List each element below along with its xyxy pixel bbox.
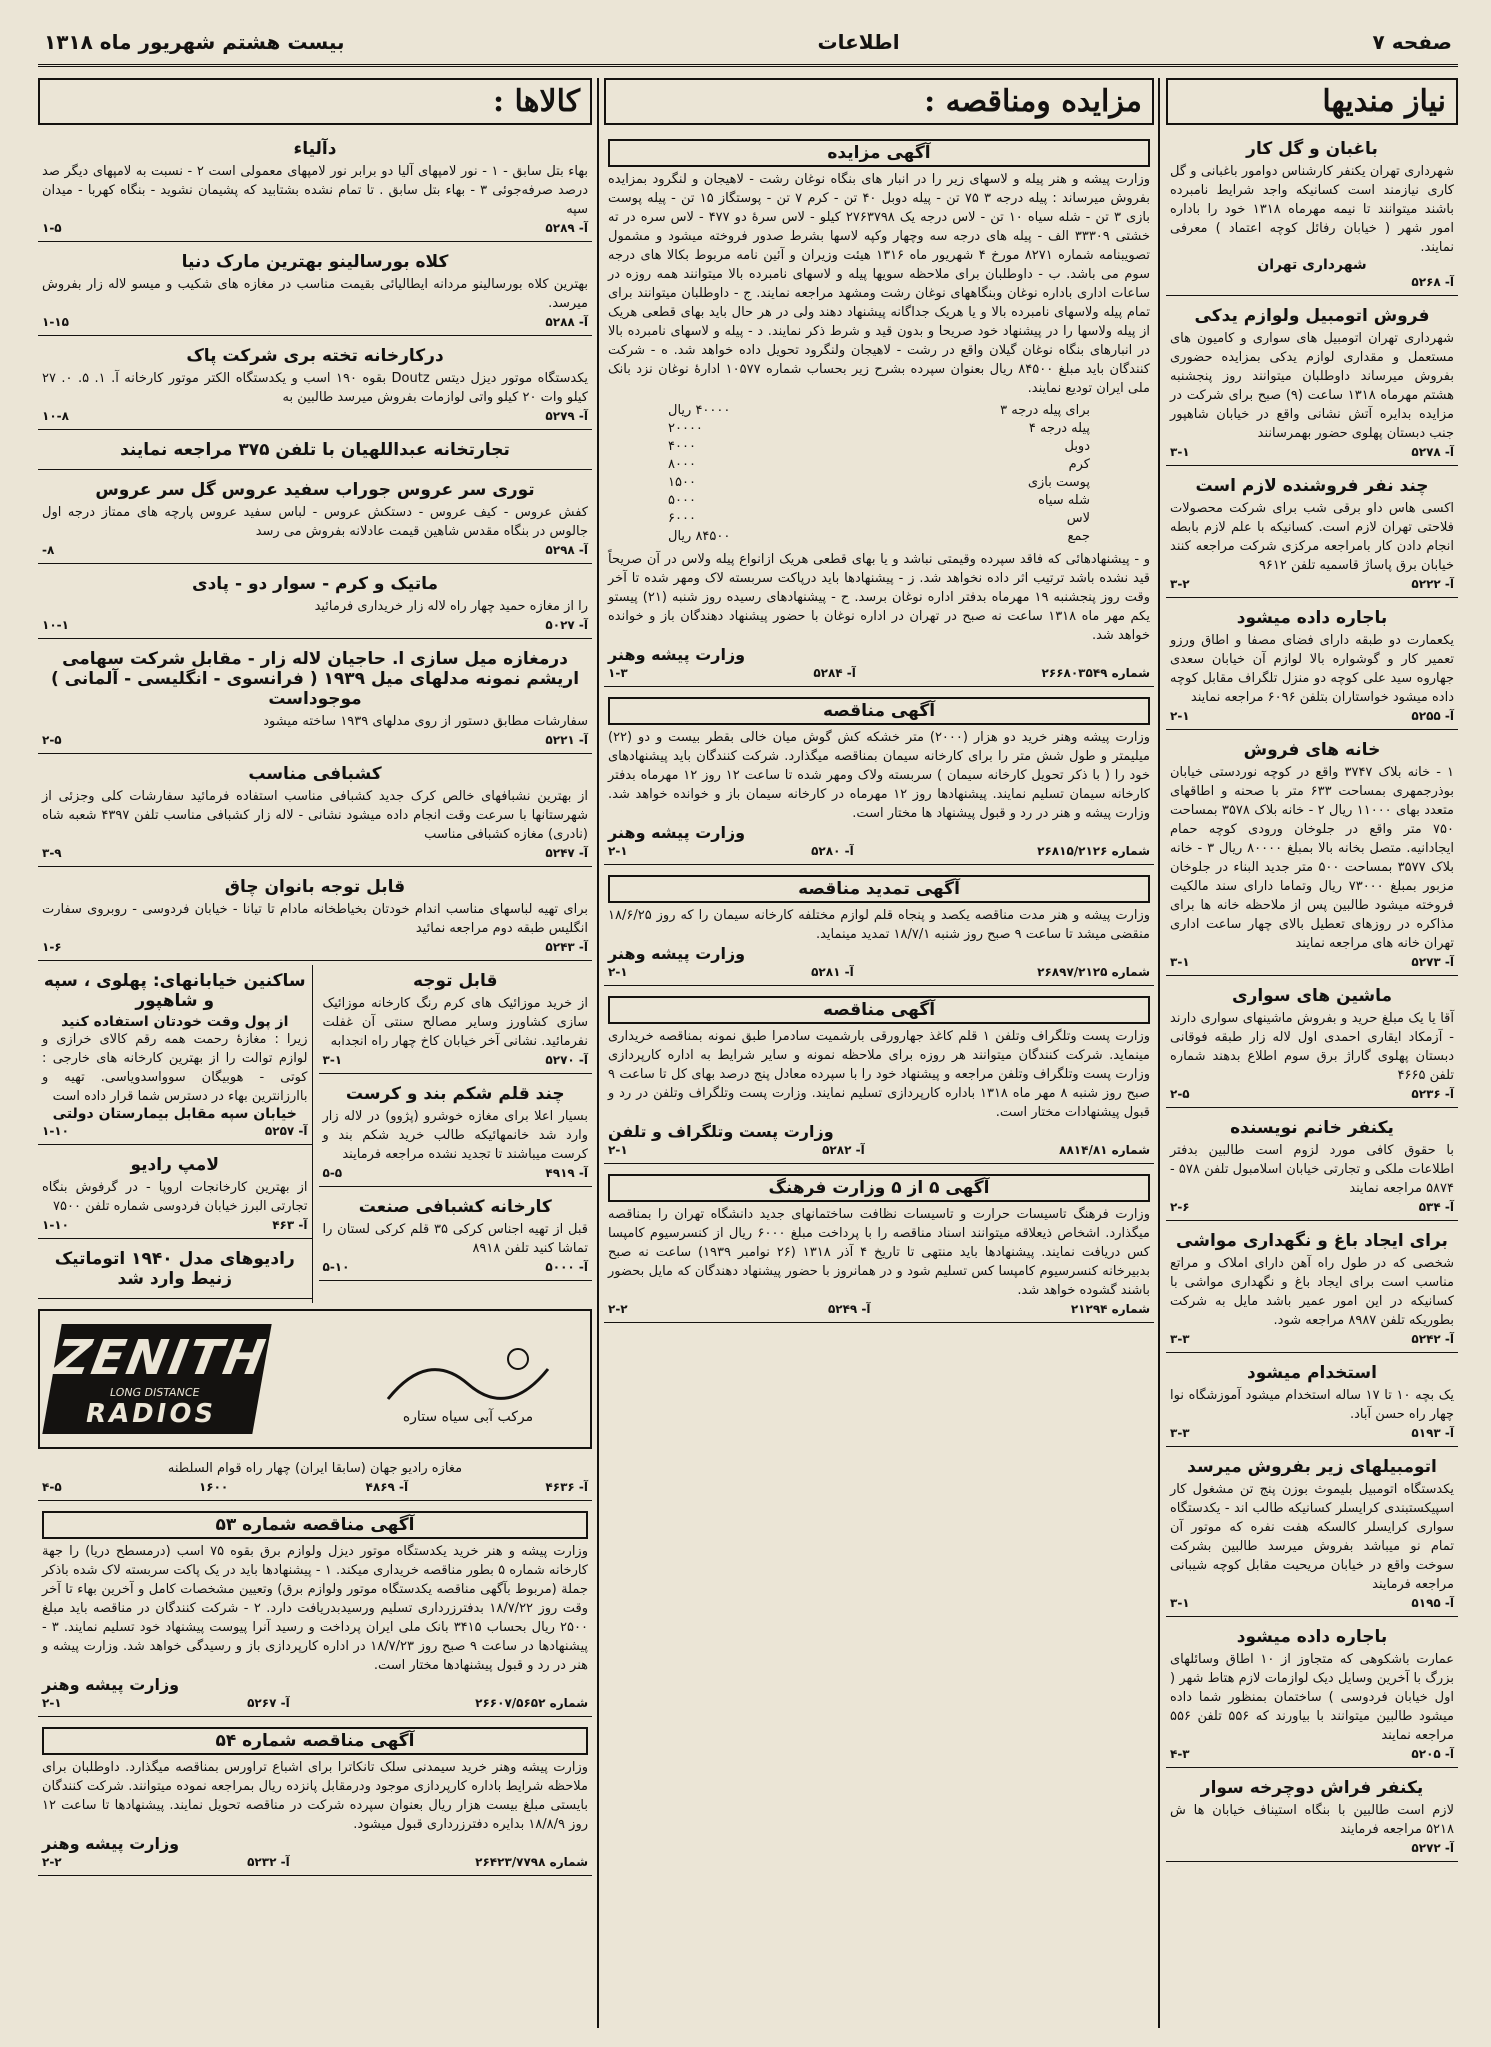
ad-body: قبل از تهیه اجناس کرکی ۳۵ قلم کرکی لستان را تماشا کنید تلفن ۸۹۱۸ — [322, 1222, 588, 1256]
ad-body: یکدستگاه اتومبیل بلیموث بوزن پنج تن مشغول کار اسپیکستبندی کرایسلر کسانیکه طالب اند - یکدستگاه سواری کرایسلر کالسکه هفت نفره که موتور آن تمام نو میباشد بفروش میرسد طالبین بشرکت سوخت واقع در خیابان مریحیت مقابل کوچه شیبانی مراجعه فرمایند — [1170, 1482, 1454, 1592]
table-value: ۴۰۰۰۰ ریال — [668, 403, 731, 418]
goods-list — [38, 133, 592, 961]
ad-title: آگهی مناقصه — [608, 996, 1150, 1024]
ad-count: ۲-۲ — [608, 1302, 628, 1316]
ad-ref: آ- ۴۶۳۶ — [545, 1480, 588, 1494]
ad-count: ۲-۵ — [1170, 1087, 1190, 1101]
ad-ref: آ- ۵۲۹۸ — [545, 543, 588, 557]
ad-ref: آ- ۵۳۴ — [1418, 1200, 1454, 1214]
ad-body: بسیار اعلا برای مغازه خوشرو (پژوو) در لاله زار وارد شد خانمهائیکه طالب خرید شکم بند و کرست میباشند تا تجدید نشده مراجعه فرمایند — [322, 1109, 588, 1162]
ad-ref-line — [42, 1218, 308, 1232]
ad-title: ساکنین خیابانهای: پهلوی ، سپه و شاهپور — [43, 971, 306, 1011]
ad-ref: آ- ۵۲۳۲ — [247, 1855, 290, 1869]
ad-title: کلاه بورسالینو بهترین مارک دنیا — [181, 252, 449, 272]
ad-block — [1166, 470, 1458, 598]
ad-ref: آ- ۵۲۶۸ — [1411, 275, 1454, 289]
zenith-logo — [42, 1324, 271, 1434]
column-rule — [1158, 78, 1160, 2028]
ad-ref: آ- ۵۲۴۲ — [1411, 1332, 1454, 1346]
ad-title: فروش اتومبیل ولوازم یدکی — [1194, 306, 1430, 326]
ad-ref-line — [608, 965, 1150, 979]
zenith-product: RADIOS — [83, 1398, 219, 1429]
ad-ref-line — [1170, 1747, 1454, 1761]
ad-ref: آ- ۵۰۰۰ — [545, 1260, 588, 1274]
deposit-table — [668, 402, 1090, 546]
ad-title: قابل توجه بانوان چاق — [224, 877, 406, 897]
table-item: پیله درجه ۴ — [1028, 421, 1090, 436]
ad-count: ۳-۳ — [1170, 1332, 1190, 1346]
ad-ref-line — [42, 846, 588, 860]
ad-count: ۲-۱ — [608, 965, 628, 979]
ad-title: ماتیک و کرم - سوار دو - پادی — [191, 574, 439, 594]
ad-block — [38, 758, 592, 867]
ink-seal — [358, 1324, 578, 1434]
ad-count: ۳-۱ — [1170, 1596, 1190, 1610]
ad-title: باجاره داده میشود — [1236, 1627, 1388, 1647]
ad-ref: آ- ۵۲۷۹ — [545, 409, 588, 423]
ad-body: اکسی هاس داو برقی شب برای شرکت محصولات فلاحتی تهران لازم است. کسانیکه با علم لازم بابطه انجام دادن کار بامراجعه مرکزی شرکت مراجعه کنند خیابان برق پاساژ قاسمیه تلفن ۹۶۱۲ — [1170, 501, 1454, 573]
ad-ref-line — [42, 1855, 588, 1869]
zenith-radio-ad — [38, 1309, 592, 1449]
section-banner: نیاز مندیها — [1166, 78, 1458, 125]
ad-body: وزارت پیشه وهنر خرید دو هزار (۲۰۰۰) متر خشکه کش گوش میان خالی بقطر بیست و دو (۲۲) میلیمتر و طول شش متر را برای کارخانه سیمان بمناقصه میگذارد. شرکت کنندگان باید پیشنهادهای خود را ( با ذکر تحویل کارخانه سیمان ) سربسته ولاک ومهر شده تا ساعت ۱۲ روز ۱۲ مهرماه بدفتر کارخانه سیمان تسلیم نمایند. پیشنهادها روز ۱۲ مهرماه در کارخانه سیمان باز و خوانده خواهد شد. وزارت پیشه و هنر در رد و قبول پیشنهاد ها مختار است. — [608, 730, 1151, 821]
ad-body: شهرداری تهران یکنفر کارشناس دوامور باغبانی و گل کاری نیازمند است کسانیکه واجد شرایط نامبرده باشند میتوانند تا نیمه مهرماه ۱۳۱۸ خود را باداره امور شهر ( خیابان رفائل کوچه اعتماد ) معرفی نمایند. — [1170, 164, 1454, 255]
masthead — [38, 20, 1458, 67]
table-row — [668, 420, 1090, 438]
ad-ref: آ- ۵۲۵۷ — [264, 1124, 308, 1138]
table-row — [668, 456, 1090, 474]
ad-ref: آ- ۵۱۹۵ — [1411, 1596, 1454, 1610]
ad-title: باجاره داده میشود — [1236, 608, 1388, 628]
ad-block — [1166, 1772, 1458, 1862]
ad-ref: آ- ۴۸۶۹ — [365, 1480, 409, 1494]
ad-body: وزارت پیشه و هنر مدت مناقصه یکصد و پنجاه قلم لوازم مختلفه کارخانه سیمان را که روز ۱۸/۶/۲۵ منقضی میشد تا ساعت ۹ صبح روز شنبه ۱۸/۷/۱ تمدید مینماید. — [608, 908, 1150, 942]
ad-ref-line — [1170, 1426, 1454, 1440]
ad-number: شماره ۲۶۶۸۰۳۵۴۹ — [1041, 666, 1150, 680]
ad-title: چند نفر فروشنده لازم است — [1195, 476, 1429, 496]
ad-ref: آ- ۵۲۴۷ — [545, 846, 588, 860]
ad-ref-line — [42, 221, 588, 235]
seal-graphic — [368, 1329, 568, 1429]
ad-body: شهرداری تهران اتومبیل های سواری و کامیون های مستعمل و مقداری لوازم یدکی بمزایده حضوری بفروش میرساند داوطلبان میتوانند روز پنجشنبه هشتم مهرماه ۱۳۱۸ ساعت (۹) صبح برای شرکت در مزایده بدایره آتش نشانی واقع در خیابان شاهپور جنب دبستان پهلوی حضور بهمرسانند — [1170, 331, 1455, 441]
ad-body: از بهترین نشبافهای خالص کرک جدید کشبافی مناسب استفاده فرمائید سفارشات کلی وجزئی از شهرستانها با سرعت وقت انجام داده میشود نشانی - لاله زار کشبافی مناسب تلفن ۴۳۹۷ شعبه شاه (نادری) مغازه کشبافی مناسب — [42, 789, 588, 842]
ad-title: آگهی مناقصه — [608, 697, 1150, 725]
ad-count: ۳-۳ — [1170, 1426, 1190, 1440]
ad-title: اتومبیلهای زیر بفروش میرسد — [1187, 1457, 1437, 1477]
ad-title: آگهی مناقصه شماره ۵۴ — [42, 1727, 588, 1755]
issue-date: بیست هشتم شهریور ماه ۱۳۱۸ — [44, 30, 345, 54]
ad-body: یک بچه ۱۰ تا ۱۷ ساله استخدام میشود آموزشگاه نوا چهار راه حسن آباد. — [1170, 1388, 1455, 1422]
ad-ref: آ- ۵۲۸۴ — [813, 666, 856, 680]
ad-ref-line — [323, 1166, 589, 1180]
ad-block — [38, 643, 592, 754]
ad-ref: آ- ۵۲۷۸ — [1411, 445, 1454, 459]
ad-number: شماره ۲۶۶۰۷/۵۶۵۲ — [475, 1696, 588, 1710]
ad-block — [38, 1149, 312, 1239]
ad-title: دآلیاء — [293, 139, 337, 159]
ad-ref: آ- ۵۰۲۷ — [545, 618, 588, 632]
zenith-tagline: LONG DISTANCE — [108, 1385, 201, 1399]
ad-block — [319, 965, 593, 1074]
ad-body: شخصی که در طول راه آهن دارای املاک و مراتع مناسب است برای ایجاد باغ و نگهداری مواشی با کسانیکه در این امور عمیر باشد مایل به شرکت بطوریکه تلفن ۸۹۸۷ مراجعه شود. — [1170, 1256, 1454, 1328]
ad-ref: آ- ۵۲۵۵ — [1411, 709, 1454, 723]
ad-ref: آ- ۵۲۷۲ — [1411, 1841, 1454, 1855]
ad-body: بهترین کلاه بورسالینو مردانه ایطالیائی بقیمت مناسب در مغازه های شکیب و میسو لاله زار بفروش میرسد. — [42, 277, 588, 311]
ad-number: شماره ۲۱۲۹۴ — [1070, 1302, 1150, 1316]
ad-ref: ۱۶۰۰ — [198, 1480, 229, 1494]
sub-column-left — [38, 965, 313, 1303]
ad-body: از بهترین کارخانجات اروپا - در گرفوش بنگاه تجارتی البرز خیابان فردوسی شماره تلفن ۷۵۰۰ — [42, 1180, 308, 1214]
table-item: لاس — [1066, 511, 1090, 526]
classifieds-column — [1166, 78, 1458, 1866]
ad-count: ۱۰-۱ — [42, 618, 69, 632]
ad-count: ۱-۱۰ — [42, 1124, 69, 1138]
ad-ref-line — [42, 733, 588, 747]
ad-ref: آ- ۵۲۸۹ — [545, 221, 588, 235]
ad-body: زیرا : مغازۀ رحمت همه رقم کالای خرازی و لوازم توالت را از بهترین کارخانه های خارجی : کوتی - هوبیگان سوواسدویاسی. تهیه و باارزانترین بهاء در دسترس شما قرار داده است — [42, 1032, 308, 1104]
sub-column-right — [319, 965, 593, 1303]
ad-body: وزارت پیشه و هنر پیله و لاسهای زیر را در انبار های بنگاه نوغان رشت - لاهیجان و لنگرود بمزایده بفروش میرساند : پیله درجه ۳ ۷۵ تن - پیله دوبل ۴۰ تن - کرم ۷ تن - پوستگاز ۱۵ تن - پیله پوست بازی ۳ تن - شله سیاه ۱۰ تن - لاس درجه یک ۲۷۶۳۷۹۸ کیلو - لاس سرۀ دو ۴۷۷ - لاس سره در ته خشتی ۳۳۳۰۹ الف - پیله های درجه سه وچهار وکپه لاسها بشرط صدور فروخته میشود و مشمول تصویبنامه شماره ۸۲۷۱ مورخ ۴ شهریور ماه ۱۳۱۶ هیئت وزیران و آئین نامه مربوط بکالا های درجه سوم می باشد. ب - داوطلبان برای ملاحظه سویها پیله و لاسهای نامبرده بالا میتوانند همه روزه در ساعات اداری باداره نوغان وبنگاههای نوغان رشت ومشهد مراجعه نمایند. ج - داوطلبان میتوانند برای تمام پیله ولاسهای نامبرده بالا و یا هریک جداگانه پیشنهاد دهند ولی در هر حال باید بهای قطعی هریک از پیله ولاسها را در پیشنهاد خود صریحا و بدون قید و شرط ذکر نمایند. د - پیله و لاسهای نامبرده بالا در انبارهای بنگاه نوغان گیلان واقع در رشت - لاهیجان ولنگرود تحویل داده خواهد شد. ه - شرکت کنندگان باید مبلغ ۸۴۵۰۰ ریال بعنوان سپرده بشرح زیر بحساب شماره ۱۰۵۷۷ ادارۀ نوغان نزد بانک ملی ایران تودیع نمایند. — [608, 172, 1150, 396]
ad-body: با حقوق کافی مورد لزوم است طالبین بدفتر اطلاعات ملکی و تجارتی خیابان اسلامبول تلفن ۵۷۸ - ۵۸۷۴ مراجعه نمایند — [1170, 1143, 1455, 1196]
ad-ref-line — [42, 315, 588, 329]
ad-ref: آ- ۵۲۸۸ — [545, 315, 588, 329]
ad-ref: آ- ۵۲۸۰ — [811, 844, 854, 858]
ad-title: درکارخانه تخته بری شرکت پاک — [186, 346, 444, 366]
ad-count: ۳-۱ — [1170, 955, 1190, 969]
ad-ref-line — [42, 1696, 588, 1710]
ad-body: وزارت پیشه وهنر خرید سیمدنی سلک تانکاترا برای اشباع تراورس بمناقصه میگذارد. داوطلبان برای ملاحظه شرایط باداره کارپردازی موجود ودرمقابل پانزده ریال بمراجعه نموده میتوانند. شرکت کنندگان بایستی مبلغ بیست هزار ریال بعنوان سپرده شرکت در مناقصه تحویل نمایند. پیشنهادها تا ساعت ۱۲ روز ۱۸/۸/۹ بدایره دفترزرداری قبول میشود. — [42, 1760, 588, 1832]
ad-block — [38, 1721, 592, 1876]
ad-title: کشبافی مناسب — [248, 764, 382, 784]
ad-title: یکنفر فراش دوچرخه سوار — [1200, 1778, 1424, 1798]
ad-count: ۴-۵ — [42, 1480, 62, 1494]
ad-title: لامپ رادیو — [130, 1155, 219, 1175]
ad-ref: آ- ۵۲۲۱ — [545, 733, 588, 747]
ad-title: کارخانه کشبافی صنعت — [358, 1197, 552, 1217]
ad-body-continued: و - پیشنهادهائی که فاقد سپرده وقیمتی نباشد و یا بهای قطعی هریک ازانواع پیله ولاس در آن صریحاً قید نشده باشد ترتیب اثر داده نخواهد شد. ز - پیشنهادها باید درپاکت سربسته لاک ومهر شده تا آخر وقت روز پنجشنبه ۱۹ مهرماه بدفتر اداره نوغان برسد. ح - پیشنهادهای رسیده روز شنبه (۲۱) پیستو یکم مهر ماه ۱۳۱۸ ساعت نه صبح در تهران در اداره نوغان با حضور پیشنهاد دهندگان باز و خوانده خواهد شد. — [608, 552, 1150, 643]
ad-block — [1166, 1451, 1458, 1617]
table-item: جمع — [1067, 529, 1090, 544]
ministry-name: وزارت پیشه وهنر — [608, 823, 746, 842]
table-row — [668, 438, 1090, 456]
ad-number: شماره ۲۶۴۲۳/۷۷۹۸ — [475, 1855, 588, 1869]
ministry-name: وزارت پیشه وهنر — [42, 1675, 180, 1694]
table-value: ۶۰۰۰ — [668, 511, 696, 526]
zenith-logo-text: ZENITH — [50, 1329, 272, 1386]
ad-count: ۱۰-۸ — [42, 409, 69, 423]
newspaper-page — [38, 20, 1458, 2030]
ad-count: ۲-۶ — [1170, 1200, 1190, 1214]
table-row — [668, 492, 1090, 510]
ad-body: لازم است طالبین با بنگاه استیناف خیابان ها ش ۵۲۱۸ مراجعه فرمایند — [1170, 1803, 1454, 1837]
ad-ref-line — [42, 543, 588, 557]
ad-title: توری سر عروس جوراب سفید عروس گل سر عروس — [95, 480, 535, 500]
seal-text: مرکب آبی سیاه ستاره — [402, 1409, 534, 1425]
ad-body: وزارت پست وتلگراف وتلفن ۱ قلم کاغذ جهارورقی بارشمیت سادمرا طبق نمونه بمناقصه خریداری مینماید. شرکت کنندگان میتوانند هر روزه برای ملاحظه نمونه و سایر شرایط به اداره کارپردازی وزارت پست وتلگراف وتلفن مراجعه و پیشنهاد خود را با سپرده معادل پنج درصد بهای کل تا ساعت ۹ صبح روز شنبه ۸ مهر ماه ۱۳۱۸ باداره کارپردازی تسلیم نمایند. وزارت پست وتلگراف وتلفن در رد و قبول پیشنهادات مختار است. — [608, 1029, 1150, 1120]
ad-block — [1166, 602, 1458, 730]
ad-count: ۲-۱ — [42, 1696, 62, 1710]
ad-block — [604, 691, 1154, 865]
ad-block — [604, 1168, 1154, 1323]
ad-ref: آ- ۵۲۷۳ — [1411, 955, 1454, 969]
ministry-name: وزارت پیشه وهنر — [608, 645, 746, 664]
ad-title: آگهی مزایده — [608, 139, 1150, 167]
ad-block — [319, 1078, 593, 1187]
table-row — [668, 474, 1090, 492]
ad-body: وزارت فرهنگ تاسیسات حرارت و تاسیسات نظافت ساختمانهای جدید دانشگاه تهران را بمناقصه میگذارد. اشخاص ذیعلاقه میتوانند اسناد مناقصه را با پرداخت مبلغ ۶۰۰۰ ریال از کنسرسیوم کامپسا کس دریافت نمایند. پیشنهادها باید منتهی تا تاریخ ۴ آذر ۱۳۱۸ (۲۶ نوامبر ۱۹۳۹) ساعت نه صبح بدبیرخانه کنسرسیوم کامپسا کس تسلیم شود و در همانروز با حضور پیشنهاد دهندگان که مایل بحضور باشند گشوده خواهد شد. — [608, 1207, 1150, 1298]
ad-ref-line — [1170, 275, 1454, 289]
ad-body: کفش عروس - کیف عروس - دستکش عروس - لباس سفید عروس پارچه های ممتاز درجه اول جالوس در بنگاه مقدس شاهین قیمت عادلانه بفروش می رسد — [42, 505, 588, 539]
ad-block — [604, 133, 1154, 687]
page-number: صفحه ۷ — [1372, 30, 1452, 54]
ad-block — [38, 434, 592, 470]
ad-ref: آ- ۵۲۴۹ — [827, 1302, 871, 1316]
table-row — [668, 402, 1090, 420]
table-value: ۲۰۰۰۰ — [668, 421, 703, 436]
ad-ref-line — [42, 409, 588, 423]
ad-ref: آ- ۵۲۷۰ — [545, 1053, 588, 1067]
ad-ref-line — [1170, 445, 1454, 459]
ad-block — [1166, 1112, 1458, 1221]
ad-body: را از مغازه حمید چهار راه لاله زار خریداری فرمائید — [314, 599, 588, 614]
ad-title: برای ایجاد باغ و نگهداری مواشی — [1176, 1231, 1448, 1251]
ad-ref: آ- ۵۲۲۲ — [1411, 577, 1454, 591]
ad-block — [1166, 133, 1458, 296]
ministry-name: وزارت پیشه وهنر — [608, 944, 746, 963]
ad-number: شماره ۸۸۱۴/۸۱ — [1059, 1143, 1150, 1157]
ad-count: ۳-۱ — [1170, 445, 1190, 459]
ad-body: برای تهیه لباسهای مناسب اندام خودتان بخیاطخانه مادام تا تیانا - خیابان فردوسی - روبروی سفارت انگلیس طبقه دوم مراجعه نمائید — [42, 902, 588, 936]
ad-body: بهاء بتل سابق - ۱ - نور لامپهای آلیا دو برابر نور لامپهای معمولی است ۲ - نسبت به لامپهای دیگر صد درصد صرفه‌جوئی ۳ - بهاء بتل سابق . تا تمام نشده بشتابید که پشیمان نشوید - بنگاه کهربا - میدان سپه — [42, 164, 588, 217]
ad-block — [1166, 1225, 1458, 1353]
ad-title: ماشین های سواری — [1231, 986, 1393, 1006]
ad-count: ۵-۱۰ — [322, 1260, 350, 1274]
ad-count: ۲-۲ — [42, 1855, 62, 1869]
ad-count: ۲-۵ — [42, 733, 62, 747]
table-value: ۵۰۰۰ — [668, 493, 696, 508]
ad-count: ۳-۱ — [322, 1053, 343, 1067]
ad-block — [604, 990, 1154, 1164]
ad-ref: آ- ۵۲۰۵ — [1411, 1747, 1454, 1761]
table-row — [668, 510, 1090, 528]
ad-body: از خرید موزائیک های کرم رنگ کارخانه موزائیک سازی کشاورز وسایر مصالح سنتی آن غفلت نفرمائید. نشانی آخر خیابان کاخ چهار راه انجدابه — [322, 996, 588, 1049]
ad-block — [1166, 1357, 1458, 1447]
ad-title: درمغازه میل سازی ا. حاجیان لاله زار - مقابل شرکت سهامی اریشم نمونه مدلهای میل ۱۹۳۹ ( فرانسوی - انگلیسی - آلمانی ) موجوداست — [50, 649, 580, 709]
ad-block — [38, 871, 592, 961]
ad-block — [38, 568, 592, 639]
ad-block — [38, 133, 592, 242]
ad-number: شماره ۲۶۸۹۷/۲۱۲۵ — [1037, 965, 1150, 979]
table-item: کرم — [1068, 457, 1090, 472]
ad-title: چند قلم شکم بند و کرست — [345, 1084, 565, 1104]
ad-count: ۲-۱ — [1170, 709, 1190, 723]
ad-ref: آ- ۵۱۹۳ — [1411, 1426, 1454, 1440]
ad-block — [1166, 980, 1458, 1108]
ad-ref: آ- ۵۲۴۳ — [545, 940, 588, 954]
ad-ref: آ- ۴۶۳ — [272, 1218, 308, 1232]
ad-ref-line — [1170, 1332, 1454, 1346]
classified-list — [1166, 133, 1458, 1862]
ad-block — [38, 340, 592, 430]
ad-signature: خیابان سپه مقابل بیمارستان دولتی — [52, 1106, 297, 1122]
ad-title: تجارتخانه عبداللهیان با تلفن ۳۷۵ مراجعه نمایند — [120, 440, 510, 460]
paper-name: اطلاعات — [817, 30, 900, 54]
ad-block — [319, 1191, 593, 1281]
ad-title: استخدام میشود — [1247, 1363, 1377, 1383]
ad-ref-line — [608, 1143, 1150, 1157]
ad-ref-line — [608, 844, 1150, 858]
goods-column — [38, 78, 592, 1880]
table-item: شله سیاه — [1038, 493, 1090, 508]
ad-ref-line — [42, 618, 588, 632]
ministry-name: وزارت پیشه وهنر — [42, 1834, 180, 1853]
ad-count: ۱-۶ — [42, 940, 62, 954]
ad-ref: آ- ۵۲۶۷ — [247, 1696, 290, 1710]
ad-signature: شهرداری تهران — [1257, 257, 1367, 273]
tender-list — [604, 133, 1154, 1323]
section-banner: کالاها : — [38, 78, 592, 125]
ad-block — [1166, 734, 1458, 976]
ad-ref-line — [1170, 1087, 1454, 1101]
ad-ref: آ- ۴۹۱۹ — [545, 1166, 588, 1180]
tenders-column — [604, 78, 1154, 1327]
zenith-caption-block — [38, 1455, 592, 1501]
ad-count: ۵-۵ — [322, 1166, 343, 1180]
table-item: دوبل — [1064, 439, 1090, 454]
ad-count: ۱-۵ — [42, 221, 62, 235]
ad-count: ۳-۹ — [42, 846, 62, 860]
ad-ref: آ- ۵۲۸۱ — [811, 965, 854, 979]
ad-block — [1166, 300, 1458, 466]
ad-block — [38, 246, 592, 336]
ad-title: قابل توجه — [412, 971, 498, 991]
ad-count: ۲-۱ — [608, 844, 628, 858]
table-item: برای پیله درجه ۳ — [1000, 403, 1090, 418]
table-value: ۱۵۰۰ — [668, 475, 696, 490]
table-value: ۴۰۰۰ — [668, 439, 696, 454]
ad-block — [1166, 1621, 1458, 1768]
ad-block — [604, 869, 1154, 986]
ad-ref-line — [323, 1260, 589, 1274]
ad-block — [38, 474, 592, 564]
ad-ref-line — [608, 1302, 1150, 1316]
ad-title: یکنفر خانم نویسنده — [1230, 1118, 1394, 1138]
ad-block — [38, 965, 312, 1145]
ad-block — [38, 1505, 592, 1717]
ad-count: ۸- — [42, 543, 55, 557]
ad-ref: آ- ۵۲۸۲ — [822, 1143, 865, 1157]
ad-count: ۱-۱۵ — [42, 315, 69, 329]
ad-body: سفارشات مطابق دستور از روی مدلهای ۱۹۳۹ ساخته میشود — [263, 714, 588, 729]
ad-ref-line — [1170, 1596, 1454, 1610]
ad-ref-line — [42, 940, 588, 954]
table-value: ۸۰۰۰ — [668, 457, 696, 472]
table-row — [668, 528, 1090, 546]
ad-subtitle: از پول وقت خودتان استفاده کنید — [61, 1014, 289, 1030]
ad-ref: آ- ۵۲۳۶ — [1411, 1087, 1454, 1101]
section-banner: مزایده ومناقصه : — [604, 78, 1154, 125]
ad-count: ۲-۱ — [608, 1143, 628, 1157]
ad-count: ۴-۳ — [1170, 1747, 1190, 1761]
tender-notices — [38, 1505, 592, 1876]
ad-count: ۱-۳ — [608, 666, 628, 680]
ad-ref-line — [1170, 955, 1454, 969]
ad-ref-line — [1170, 1200, 1454, 1214]
ad-body: آقا یا یک مبلغ حرید و بفروش ماشینهای سواری دارند - آزمکاد ایقاری احمدی اول لاله زار طبقه فوقانی دبستان پهلوی گاراژ برق سوم اطلاع بدهند شماره تلفن ۴۶۶۵ — [1170, 1011, 1454, 1083]
ad-body: ۱ - خانه بلاک ۳۷۴۷ واقع در کوچه نوردستی خیابان بوذرجمهری بمساحت ۶۳۳ متر با صحنه و اطاقهای متعدد بهای ۱۱۰۰۰ ریال ۲ - خانه بلاک ۳۵۷۸ بمساحت ۷۵۰ متر واقع در جلوخان ورودی کوچه حمام ایجادانیه. متصل بخانه بالا بمبلغ ۸۰۰۰۰ ریال ۳ - خانه بلاک ۳۵۷۷ بمساحت ۵۰۰ متر جدید البناء در جلوخان مزبور بمبلغ ۷۳۰۰۰ ریال وتماما دارای سند مالکیت فروخته میشود طالبین پس از ملاحظه خانه ها برای مذاکره در روزهای تعطیل بالای چهار ساعت اداری تهران خانه های مراجعه نمایند — [1170, 765, 1454, 951]
ad-title: باغبان و گل کار — [1246, 139, 1378, 159]
ministry-name: وزارت پست وتلگراف و تلفن — [608, 1122, 834, 1141]
table-item: پوست بازی — [1027, 475, 1090, 490]
ad-title: آگهی مناقصه شماره ۵۳ — [42, 1511, 588, 1539]
ad-ref-line — [1170, 709, 1454, 723]
ad-ref-line — [323, 1053, 589, 1067]
ad-count: ۱-۱۰ — [42, 1218, 69, 1232]
zenith-refs — [42, 1480, 588, 1494]
ad-body: یکدستگاه موتور دیزل دیتس Doutz بقوه ۱۹۰ اسب و یکدستگاه الکتر موتور کارخانه آ. ۱. ۵. ۰. ۲۷ کیلو وات ۲۰ کیلو واتی لوازمات بفروش میرسد طالبین به — [42, 371, 589, 405]
ad-number: شماره ۲۶۸۱۵/۲۱۲۶ — [1037, 844, 1150, 858]
ad-ref-line — [1170, 577, 1454, 591]
ad-ref-line — [1170, 1841, 1454, 1855]
table-value: ۸۴۵۰۰ ریال — [668, 529, 731, 544]
ad-body: یکعمارت دو طبقه دارای فضای مصفا و اطاق ورزو تعمیر کار و گوشواره بالا لوازم آن خیابان سعدی جهاروه سید علی کوچه دو منزل تلگراف مقابل کوچه داده میشود خواستاران بتلفن ۶۰۹۶ مراجعه نمایند — [1170, 633, 1454, 705]
ad-body: وزارت پیشه و هنر خرید یکدستگاه موتور دیزل ولوازم برق بقوه ۷۵ اسب (درمسطح دریا) را جهة کارخانه شماره ۵ بطور مناقصه خریداری میکند. ۱ - پیشنهادها باید در یک پاکت سربسته لاک شده باذکر جملة (مربوط بآگهی مناقصه یکدستگاه موتور ولوازم برق) وتعیین مشخصات کامل و آخرین بهاء تا آخر وقت روز ۱۸/۷/۲۲ بدفترزرداری تسلیم ورسیدبدریافت دارد. ۲ - شرکت کنندگان در مناقصه باید مبلغ ۲۵۰۰ ریال بحساب ۳۴۱۵ بانک ملی ایران پرداخت و رسید آنرا پیوست پیشنهاد خود تسلیم نمایند. ۳ - پیشنهادها در ساعت ۹ صبح روز ۱۸/۷/۲۳ در اداره کارپردازی باز و رسیدگی خواهد شد. وزارت پیشه و هنر در رد و قبول پیشنهادها مختار است. — [42, 1544, 588, 1673]
sub-columns — [38, 965, 592, 1303]
ad-body: عمارت باشکوهی که متجاوز از ۱۰ اطاق وسائلهای بزرگ با آخرین وسایل دیک لوازمات لازم هتاط شهر ( اول خیابان فردوسی ) ساختمان بمنظور شما داده میشود طالبین میتوانند با بیاورند که ۵۵۶ تلفن ۵۵۶ مراجعه نمایند — [1170, 1652, 1455, 1743]
ad-title: رادیوهای مدل ۱۹۴۰ اتوماتیک زنیط وارد شد — [54, 1249, 295, 1289]
ad-title: آگهی ۵ از ۵ وزارت فرهنگ — [608, 1174, 1150, 1202]
ad-ref-line — [42, 1124, 308, 1138]
zenith-caption: مغازه رادیو جهان (سابقا ایران) چهار راه قوام السلطنه — [167, 1461, 463, 1476]
ad-block — [38, 1243, 312, 1299]
ad-count: ۳-۲ — [1170, 577, 1190, 591]
ad-ref-line — [608, 666, 1150, 680]
ad-title: خانه های فروش — [1243, 740, 1381, 760]
ad-title: آگهی تمدید مناقصه — [608, 875, 1150, 903]
column-rule — [597, 78, 599, 2028]
